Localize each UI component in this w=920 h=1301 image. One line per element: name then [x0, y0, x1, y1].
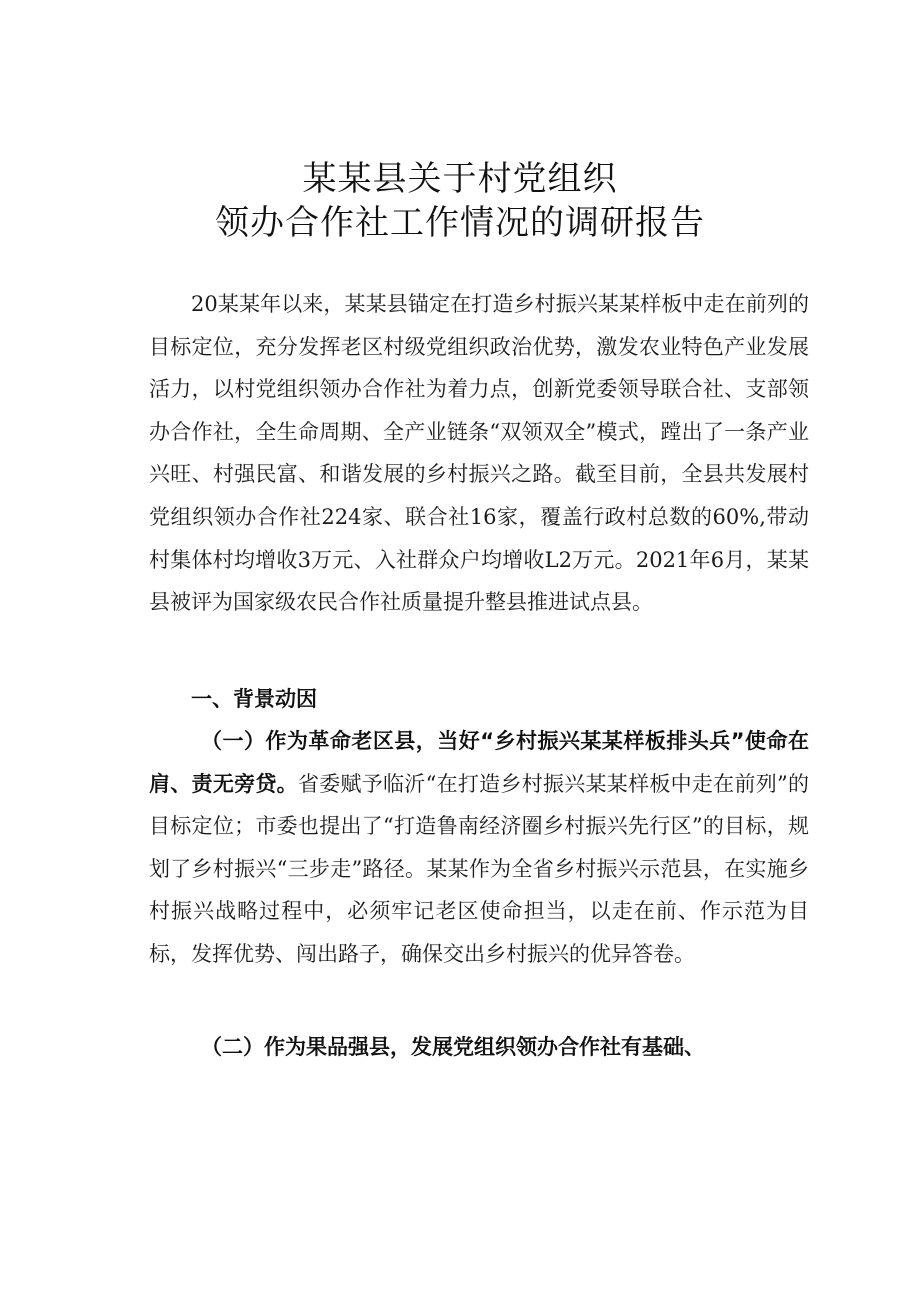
- subsection-2: [149, 1026, 809, 1069]
- subsection-2-lead: （二）作为果品强县，发展党组织领办合作社有基础、: [201, 1035, 705, 1059]
- subsection-1: [149, 720, 809, 976]
- document-title-line-2: 领办合作社工作情况的调研报告: [215, 203, 705, 243]
- document-title-line-1: 某某县关于村党组织: [302, 159, 618, 199]
- subsection-1-paragraph: [149, 720, 809, 976]
- intro-paragraph: 20某某年以来，某某县锚定在打造乡村振兴某某样板中走在前列的目标定位，充分发挥老区村级党组织政治优势，激发农业特色产业发展活力，以村党组织领办合作社为着力点，创新党委领导联合社、支部领办合作社，全生命周期、全产业链条“双领双全”模式，蹚出了一条产业兴旺、村强民富、和谐发展的乡村振兴之路。截至目前，全县共发展村党组织领办合作社224家、联合社16家，覆盖行政村总数的60%,带动村集体村均增收3万元、入社群众户均增收L2万元。2021年6月，某某县被评为国家级农民合作社质量提升整县推进试点县。: [149, 292, 809, 615]
- subsection-1-lead: （一）作为革命老区县，当好“乡村振兴某某样板排头兵”使命在肩、责无旁贷。: [149, 729, 809, 796]
- subsection-1-text: 省委赋予临沂“在打造乡村振兴某某样板中走在前列”的目标定位；市委也提出了“打造鲁南经济圈乡村振兴先行区”的目标，规划了乡村振兴“三步走”路径。某某作为全省乡村振兴示范县，在实施乡村振兴战略过程中，必须牢记老区使命担当，以走在前、作示范为目标，发挥优势、闯出路子，确保交出乡村振兴的优异答卷。: [149, 771, 809, 966]
- subsection-2-paragraph: [149, 1026, 809, 1069]
- section-heading-background: 一、背景动因: [191, 687, 317, 711]
- intro-paragraph-block: [149, 283, 809, 624]
